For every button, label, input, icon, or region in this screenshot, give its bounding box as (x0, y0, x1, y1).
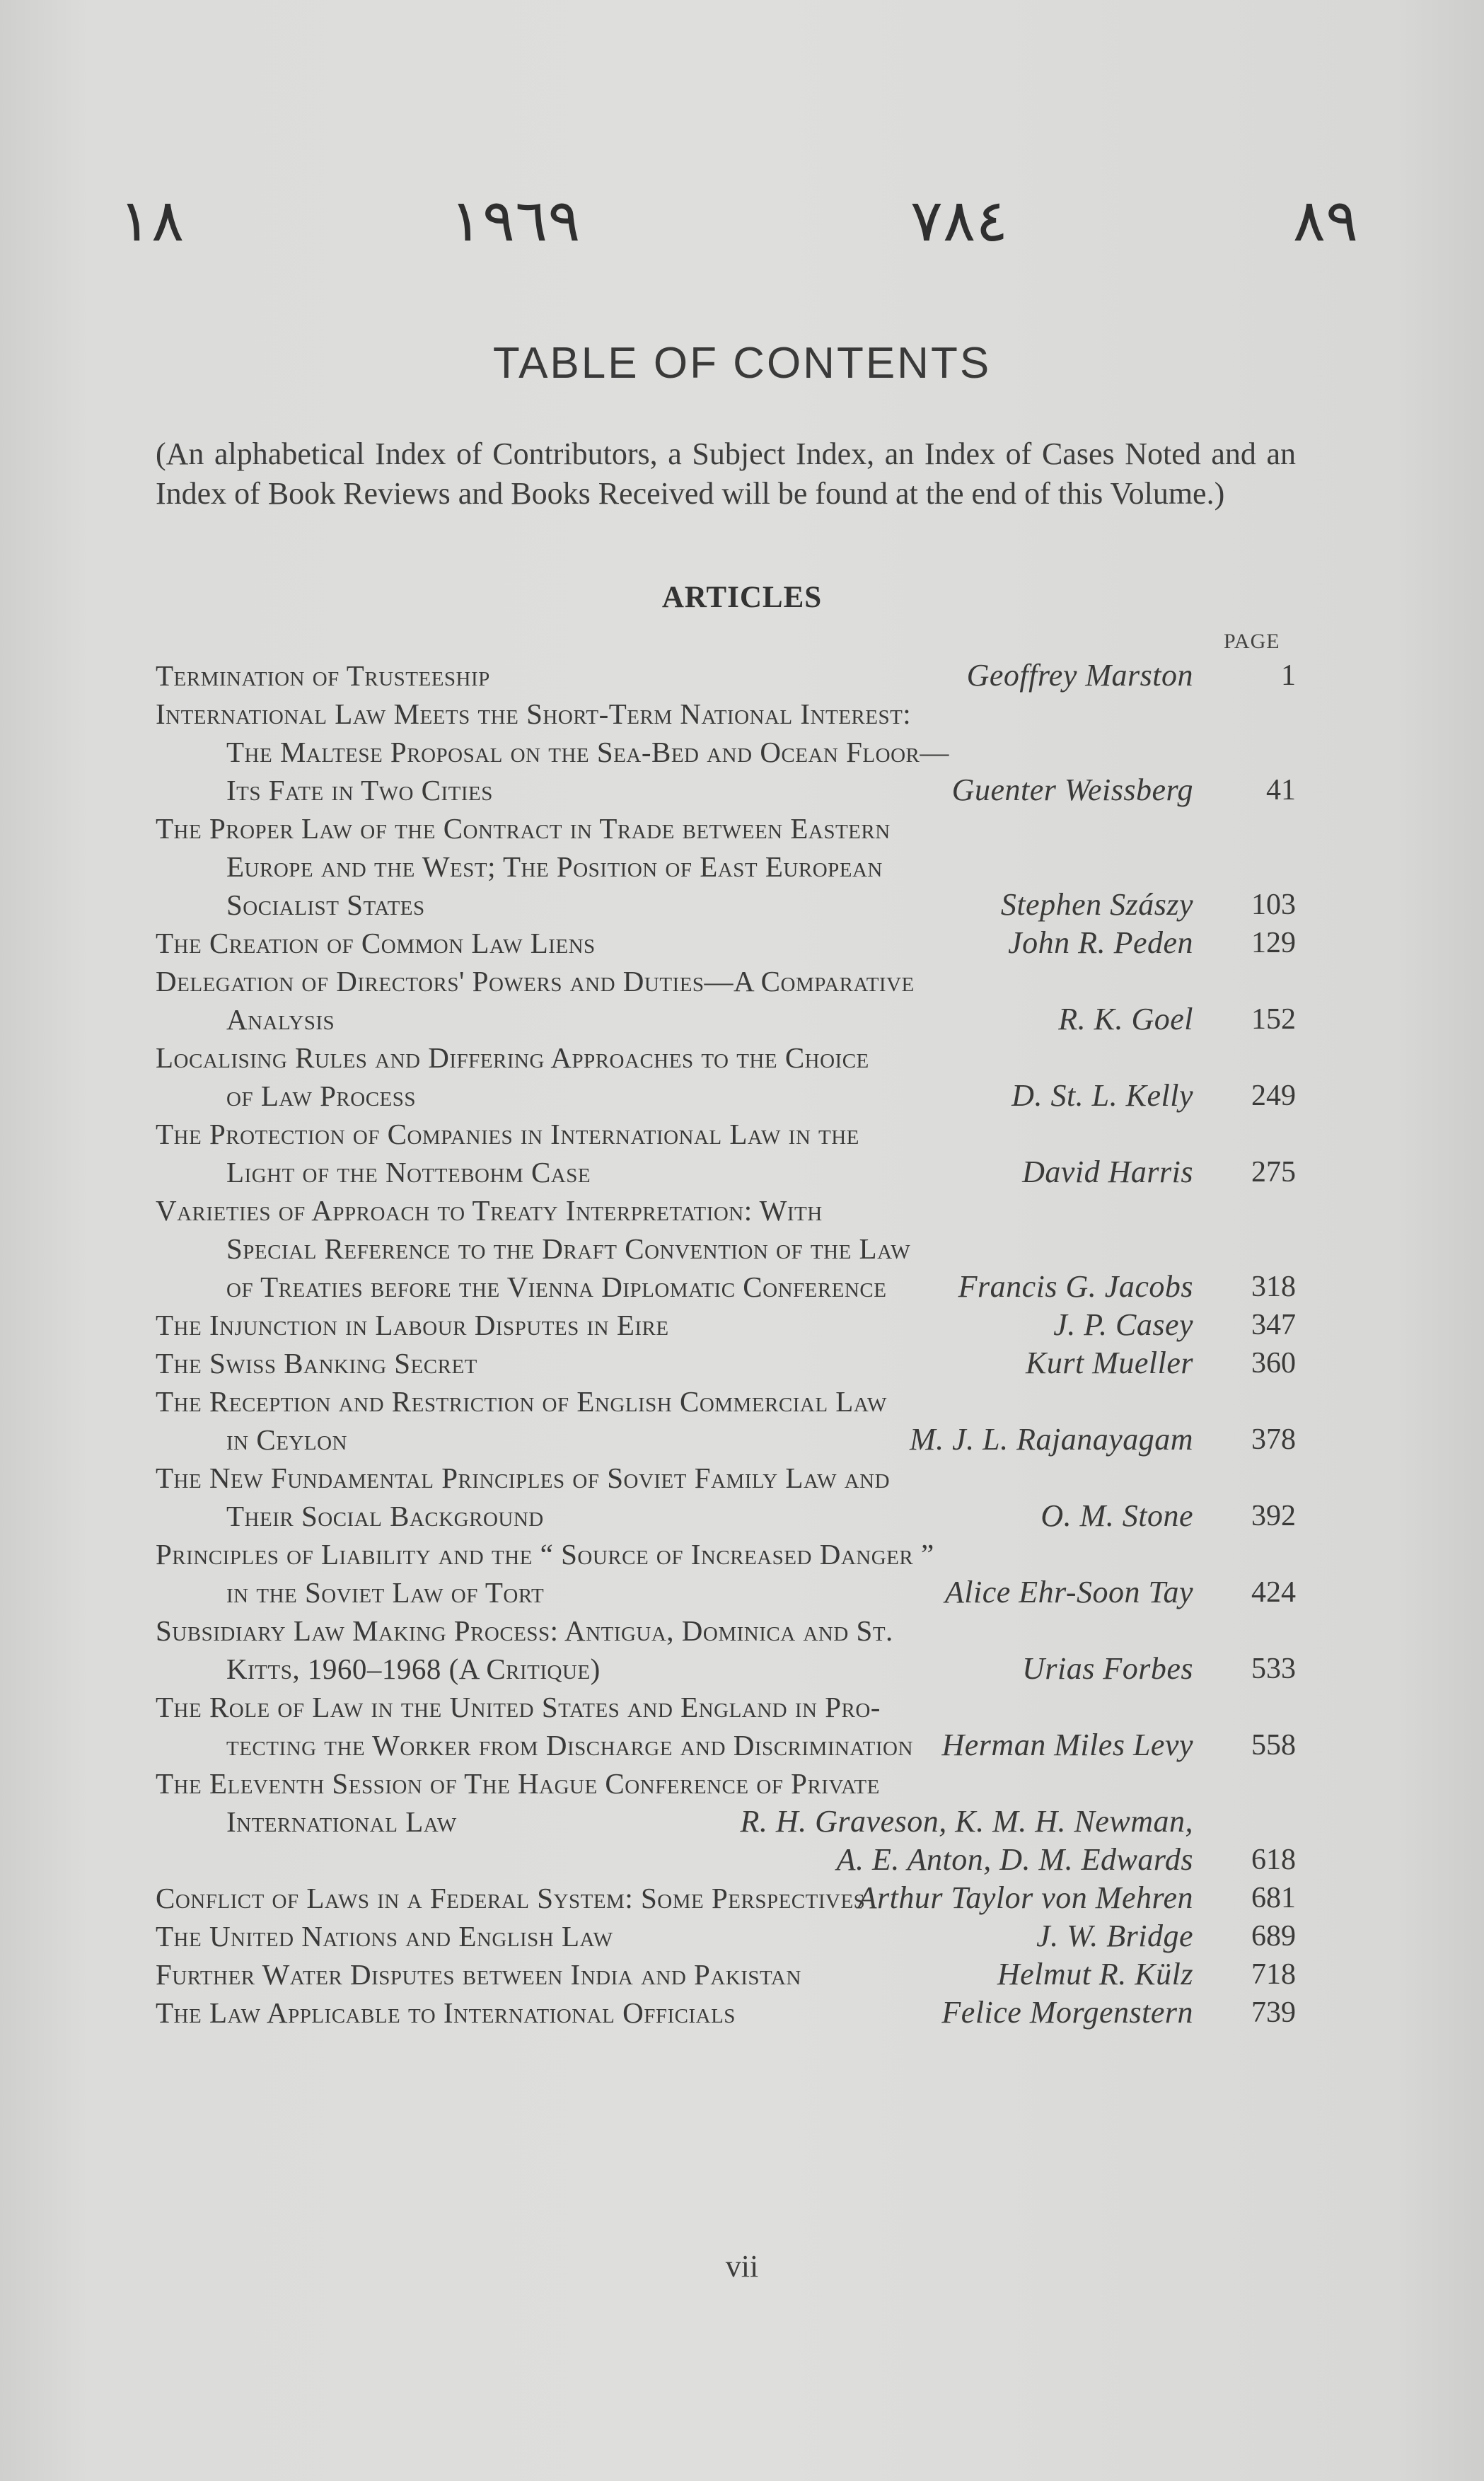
entry-page: 347 (1251, 1309, 1296, 1341)
entry-page: 558 (1251, 1729, 1296, 1762)
entry-author: R. H. Graveson, K. M. H. Newman, (740, 1804, 1193, 1839)
entry-title: The Injunction in Labour Disputes in Eire (156, 1309, 669, 1341)
entry-page: 392 (1251, 1500, 1296, 1532)
entry-title: tecting the Worker from Discharge and Discrimination (226, 1729, 913, 1762)
entry-author: Guenter Weissberg (951, 773, 1193, 807)
toc-entry (156, 1459, 1296, 1535)
entry-title: International Law Meets the Short-Term National Interest: (156, 698, 912, 730)
entry-author: Herman Miles Levy (941, 1728, 1193, 1762)
toc-entry-line (156, 733, 1296, 771)
entry-title: in Ceylon (226, 1423, 347, 1456)
entry-author: Alice Ehr-Soon Tay (944, 1575, 1193, 1609)
toc-entry (156, 1115, 1296, 1191)
entry-title: in the Soviet Law of Tort (226, 1576, 545, 1609)
entry-page: 739 (1251, 1996, 1296, 2029)
toc-entry-line (156, 1612, 1296, 1650)
toc-entry (156, 809, 1296, 924)
toc-entry-line (156, 809, 1296, 848)
entry-title: International Law (226, 1805, 457, 1838)
entry-title: The Reception and Restriction of English Commercial Law (156, 1385, 887, 1418)
toc-entry-line (156, 657, 1296, 695)
toc-entry-line (156, 1382, 1296, 1421)
entry-title: Delegation of Directors' Powers and Duties—A Comparative (156, 965, 915, 997)
entry-author: John R. Peden (1008, 925, 1193, 960)
toc-entry-line (156, 1421, 1296, 1459)
entry-page: 152 (1251, 1003, 1296, 1036)
entry-title: The Eleventh Session of The Hague Conference of Private (156, 1767, 880, 1800)
handwritten-mark: ١٨ (118, 187, 185, 255)
toc-entry (156, 1535, 1296, 1612)
toc-entry-line (156, 1000, 1296, 1039)
toc-entry (156, 1612, 1296, 1688)
entry-title: of Law Process (226, 1080, 417, 1112)
toc-entry-line (156, 1268, 1296, 1306)
toc-entry-line (156, 1879, 1296, 1917)
entry-title: The Swiss Banking Secret (156, 1347, 477, 1380)
entry-author: D. St. L. Kelly (1011, 1078, 1193, 1113)
toc-entry (156, 924, 1296, 962)
entry-title: Analysis (226, 1003, 335, 1036)
entry-author: J. W. Bridge (1036, 1919, 1193, 1953)
entry-title: The Law Applicable to International Officials (156, 1996, 736, 2029)
entry-title: Termination of Trusteeship (156, 659, 490, 692)
entry-title: Further Water Disputes between India and Pakistan (156, 1958, 801, 1991)
entry-author: Helmut R. Külz (997, 1957, 1193, 1991)
handwritten-number: ٧٨٤ (910, 187, 1009, 255)
page-column-label: PAGE (1224, 630, 1280, 653)
entry-title: The Proper Law of the Contract in Trade between Eastern (156, 812, 891, 845)
toc-entry-line (156, 1803, 1296, 1841)
toc-entry (156, 1039, 1296, 1115)
entry-author: Francis G. Jacobs (958, 1269, 1193, 1304)
entry-author: J. P. Casey (1053, 1307, 1193, 1342)
intro-note: (An alphabetical Index of Contributors, a Subject Index, an Index of Cases Noted and an Index of Book Reviews and Books Received will be found at the end of this Volume.) (156, 436, 1296, 511)
entry-author: M. J. L. Rajanayagam (909, 1422, 1193, 1457)
entry-page: 718 (1251, 1958, 1296, 1991)
entry-author: Kurt Mueller (1026, 1346, 1193, 1380)
toc-entry-line (156, 695, 1296, 733)
toc-entry-line (156, 1994, 1296, 2032)
entry-author: Felice Morgenstern (941, 1995, 1193, 2030)
entry-title: Principles of Liability and the “ Source of Increased Danger ” (156, 1538, 934, 1571)
toc-entry (156, 1955, 1296, 1994)
toc-entry-line (156, 771, 1296, 809)
entry-title: Varieties of Approach to Treaty Interpretation: With (156, 1194, 823, 1227)
toc-entry-line (156, 1039, 1296, 1077)
entry-title: Localising Rules and Differing Approaches to the Choice (156, 1041, 869, 1074)
entry-author: Geoffrey Marston (966, 658, 1193, 693)
toc-entry (156, 962, 1296, 1039)
handwritten-year: ١٩٦٩ (449, 187, 581, 255)
toc-entry-line (156, 1650, 1296, 1688)
toc-entry-line (156, 886, 1296, 924)
entry-title: The United Nations and English Law (156, 1920, 613, 1953)
toc-entry (156, 1688, 1296, 1764)
toc-entry-line (156, 1573, 1296, 1612)
toc-entry (156, 1994, 1296, 2032)
entry-author: Urias Forbes (1022, 1651, 1193, 1686)
entry-title: Their Social Background (226, 1500, 544, 1532)
entry-page: 360 (1251, 1347, 1296, 1380)
toc-entry-line (156, 1726, 1296, 1764)
entry-title: Its Fate in Two Cities (226, 774, 493, 806)
toc-entry (156, 1306, 1296, 1344)
entry-author: David Harris (1022, 1155, 1193, 1189)
toc-entry (156, 1382, 1296, 1459)
toc-entry-line (156, 1153, 1296, 1191)
entry-author: R. K. Goel (1058, 1002, 1193, 1036)
toc-entry-line (156, 1497, 1296, 1535)
entry-page: 129 (1251, 927, 1296, 959)
entry-page: 318 (1251, 1271, 1296, 1303)
toc-entry-line (156, 924, 1296, 962)
toc-entry-line (156, 1306, 1296, 1344)
entry-title: Conflict of Laws in a Federal System: Some Perspectives (156, 1882, 866, 1914)
entry-title: The Protection of Companies in International Law in the (156, 1118, 859, 1150)
toc-entry (156, 695, 1296, 809)
entry-page: 618 (1251, 1844, 1296, 1876)
toc-entry-line (156, 1077, 1296, 1115)
entry-title: Europe and the West; The Position of East European (226, 850, 883, 883)
entry-author: O. M. Stone (1040, 1498, 1193, 1533)
toc-entry-line (156, 1841, 1296, 1879)
toc-entry (156, 1344, 1296, 1382)
entry-page: 1 (1281, 659, 1296, 692)
entry-title: Socialist States (226, 889, 425, 921)
toc-entry-line (156, 962, 1296, 1000)
entry-title: The New Fundamental Principles of Soviet Family Law and (156, 1462, 891, 1494)
section-heading: ARTICLES (661, 581, 823, 614)
entry-title: The Maltese Proposal on the Sea-Bed and Ocean Floor— (226, 736, 949, 768)
page-title: TABLE OF CONTENTS (492, 339, 992, 388)
toc-entry-line (156, 848, 1296, 886)
toc-entry (156, 1191, 1296, 1306)
handwritten-mark: ٨٩ (1292, 187, 1359, 255)
page-folio: vii (725, 2249, 759, 2284)
toc-entry-line (156, 1688, 1296, 1726)
entry-page: 681 (1251, 1882, 1296, 1914)
toc-entry-line (156, 1764, 1296, 1803)
toc-entry (156, 657, 1296, 695)
entry-page: 275 (1251, 1156, 1296, 1189)
entry-page: 689 (1251, 1920, 1296, 1953)
toc-entry-line (156, 1230, 1296, 1268)
toc-entry-line (156, 1535, 1296, 1573)
entry-title: of Treaties before the Vienna Diplomatic Conference (226, 1271, 887, 1303)
toc-entry-line (156, 1917, 1296, 1955)
entry-title: Kitts, 1960–1968 (A Critique) (226, 1653, 601, 1685)
entry-author: Arthur Taylor von Mehren (857, 1880, 1193, 1915)
toc-entry-line (156, 1344, 1296, 1382)
toc-entry (156, 1879, 1296, 1917)
entry-page: 533 (1251, 1653, 1296, 1685)
entry-page: 424 (1251, 1576, 1296, 1609)
entry-title: Subsidiary Law Making Process: Antigua, Dominica and St. (156, 1614, 893, 1647)
entry-author: Stephen Szászy (1000, 887, 1193, 922)
toc-entry (156, 1917, 1296, 1955)
entry-page: 249 (1251, 1080, 1296, 1112)
entry-page: 103 (1251, 889, 1296, 921)
entry-title: Light of the Nottebohm Case (226, 1156, 591, 1189)
entry-page: 41 (1266, 774, 1296, 806)
entry-title: The Creation of Common Law Liens (156, 927, 596, 959)
contents-list (156, 657, 1296, 2032)
toc-entry-line (156, 1955, 1296, 1994)
entry-page: 378 (1251, 1423, 1296, 1456)
entry-title: The Role of Law in the United States and England in Pro- (156, 1691, 881, 1723)
entry-author: A. E. Anton, D. M. Edwards (836, 1842, 1193, 1877)
entry-title: Special Reference to the Draft Convention of the Law (226, 1232, 911, 1265)
toc-entry-line (156, 1191, 1296, 1230)
toc-entry-line (156, 1115, 1296, 1153)
toc-entry (156, 1764, 1296, 1879)
toc-entry-line (156, 1459, 1296, 1497)
